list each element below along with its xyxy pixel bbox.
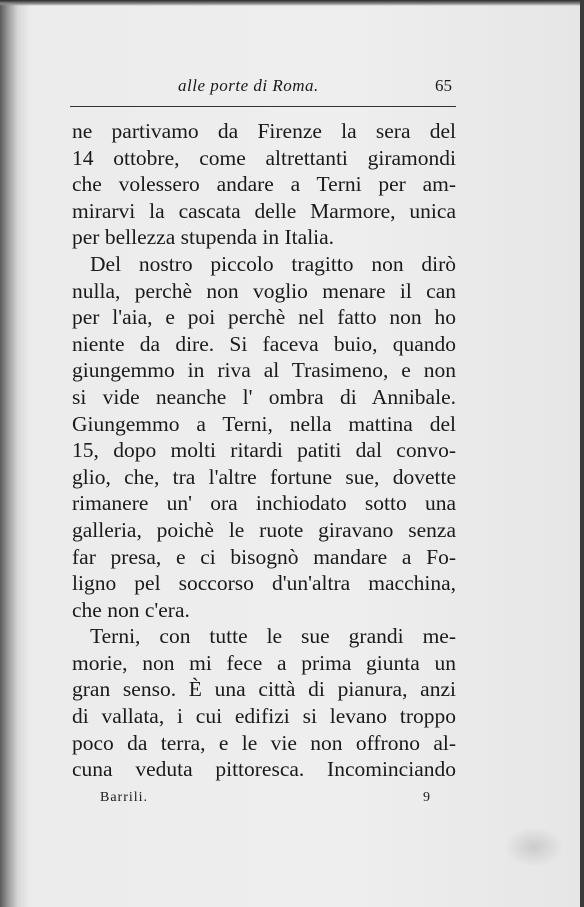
text-line: 14 ottobre, come altrettanti giramondi — [72, 145, 456, 170]
text-line: ne partivamo da Firenze la sera del — [72, 119, 456, 143]
text-line: 15, dopo molti ritardi patiti dal convo- — [72, 438, 456, 463]
page-right-edge — [580, 0, 584, 907]
text-line: per l'aia, e poi perchè nel fatto non ho — [72, 305, 456, 330]
text-line: niente da dire. Si faceva buio, quando — [72, 331, 456, 356]
text-line: ligno pel soccorso d'un'altra macchina, — [72, 571, 456, 596]
text-line: far presa, e ci bisognò mandare a Fo- — [72, 544, 456, 569]
text-line: gran senso. È una città di pianura, anzi — [72, 677, 456, 702]
text-line: di vallata, i cui edifizi si levano troppo — [72, 704, 456, 729]
text-line: cuna veduta pittoresca. Incominciando — [72, 757, 456, 782]
paper-smudge — [504, 827, 564, 867]
text-line: Del nostro piccolo tragitto non dirò — [90, 251, 456, 276]
running-title: alle porte di Roma. — [178, 76, 319, 95]
text-line: morie, non mi fece a prima giunta un — [72, 650, 456, 675]
printer-signature: Barrili. — [100, 790, 149, 805]
page-footer — [100, 790, 430, 814]
page-top-edge — [0, 0, 584, 6]
text-line: Terni, con tutte le sue grandi me- — [90, 624, 456, 649]
text-line: per bellezza stupenda in Italia. — [72, 225, 335, 250]
page-header — [70, 70, 456, 107]
text-line: rimanere un' ora inchiodato sotto una — [72, 491, 456, 516]
text-line: che volessero andare a Terni per am- — [72, 172, 456, 197]
text-line: nulla, perchè non voglio menare il can — [72, 278, 456, 303]
signature-mark: 9 — [423, 790, 430, 805]
text-line: giungemmo in riva al Trasimeno, e non — [72, 358, 456, 383]
page-number: 65 — [435, 76, 452, 95]
text-line: Giungemmo a Terni, nella mattina del — [72, 411, 456, 436]
text-line: mirarvi la cascata delle Marmore, unica — [72, 198, 456, 223]
text-line: si vide neanche l' ombra di Annibale. — [72, 384, 456, 409]
text-line: galleria, poichè le ruote giravano senza — [72, 517, 456, 542]
text-line: che non c'era. — [72, 597, 190, 622]
body-text — [72, 118, 456, 783]
text-line: poco da terra, e le vie non offrono al- — [72, 730, 456, 755]
text-line: glio, che, tra l'altre fortune sue, dovette — [72, 464, 456, 489]
